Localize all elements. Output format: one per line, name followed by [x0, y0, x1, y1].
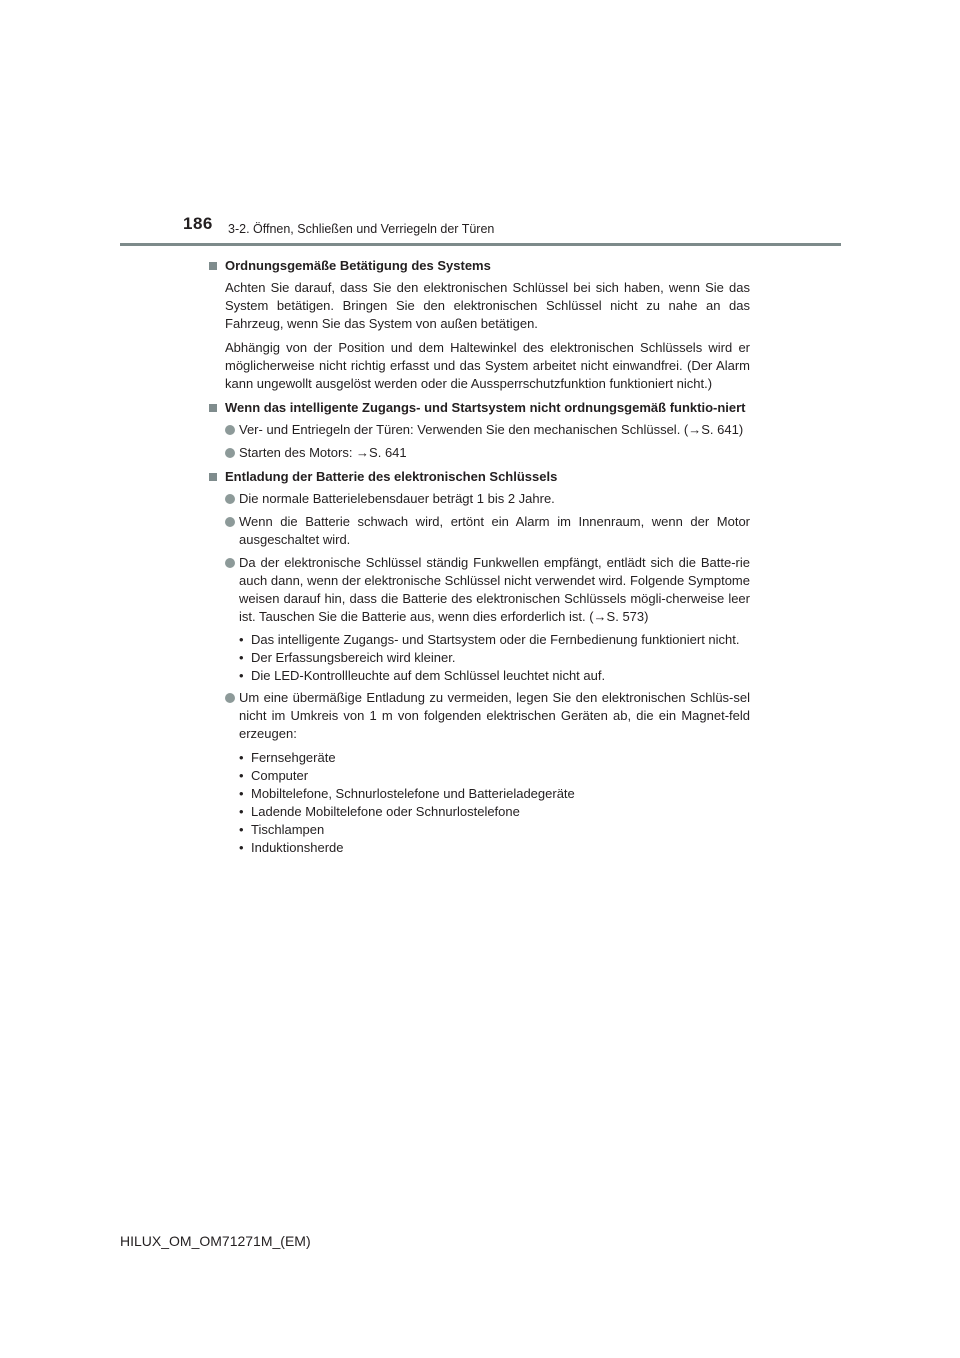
section-heading [208, 257, 750, 275]
circle-bullet-icon [225, 448, 235, 458]
list-item-text: Mobiltelefone, Schnurlostelefone und Batterieladegeräte [251, 786, 575, 801]
content [208, 257, 750, 863]
list-item-text: Der Erfassungsbereich wird kleiner. [251, 650, 456, 665]
square-marker-icon [209, 404, 217, 412]
section-operation [208, 257, 750, 393]
circle-bullet-icon [225, 693, 235, 703]
sub-bullet-mark: • [239, 668, 244, 683]
list-item [208, 839, 750, 857]
bullet-item [208, 421, 750, 439]
sub-bullet-mark: • [239, 822, 244, 837]
sub-bullet-mark: • [239, 804, 244, 819]
sub-bullet-mark: • [239, 632, 244, 647]
list-item-text: Induktionsherde [251, 840, 344, 855]
list-item [208, 785, 750, 803]
bullet-text: Starten des Motors: →S. 641 [239, 445, 407, 460]
bullet-item [208, 554, 750, 626]
bullet-text: Da der elektronische Schlüssel ständig Funkwellen empfängt, entlädt sich die Batte-rie auch dann, wenn der elektronische Schlüssel nicht verwendet wird. Folgende Symptome weisen darauf hin, dass die Batterie des elektronischen Schlüssels mögli-cherweise leer ist. Tauschen Sie die Batterie aus, wenn dies erforderlich ist. (→S. 573) [239, 555, 750, 624]
bullet-text: Um eine übermäßige Entladung zu vermeiden, legen Sie den elektronischen Schlüs-sel nicht im Umkreis von 1 m von folgenden elektrischen Geräten ab, die ein Magnet-feld erzeugen: [239, 690, 750, 741]
symptom-list [208, 631, 750, 685]
footer-document-code: HILUX_OM_OM71271M_(EM) [120, 1233, 311, 1249]
list-item-text: Fernsehgeräte [251, 750, 336, 765]
square-marker-icon [209, 473, 217, 481]
square-marker-icon [209, 262, 217, 270]
page-number: 186 [183, 214, 213, 233]
sub-bullet-mark: • [239, 786, 244, 801]
list-item [208, 631, 750, 649]
chapter-title: 3-2. Öffnen, Schließen und Verriegeln der Türen [228, 222, 495, 236]
bullet-text: Ver- und Entriegeln der Türen: Verwenden Sie den mechanischen Schlüssel. (→S. 641) [239, 422, 744, 437]
section-heading [208, 468, 750, 486]
bullet-item [208, 490, 750, 508]
device-list [208, 749, 750, 857]
section-heading-text: Ordnungsgemäße Betätigung des Systems [225, 258, 491, 273]
list-item-text: Computer [251, 768, 309, 783]
circle-bullet-icon [225, 425, 235, 435]
list-item-text: Das intelligente Zugangs- und Startsystem oder die Fernbedienung funktioniert nicht. [251, 632, 740, 647]
section-heading-text: Wenn das intelligente Zugangs- und Startsystem nicht ordnungsgemäß funktio-niert [225, 400, 746, 415]
circle-bullet-icon [225, 517, 235, 527]
paragraph: Abhängig von der Position und dem Haltewinkel des elektronischen Schlüssels wird er möglicherweise nicht richtig erfasst und das System arbeitet nicht einwandfrei. (Der Alarm kann ungewollt ausgelöst werden oder die Aussperrschutzfunktion funktioniert nicht.) [225, 340, 750, 391]
list-item [208, 767, 750, 785]
header-rule [120, 243, 841, 246]
section-heading-text: Entladung der Batterie des elektronischen Schlüssels [225, 469, 558, 484]
bullet-text: Die normale Batterielebensdauer beträgt 1 bis 2 Jahre. [239, 491, 555, 506]
sub-bullet-mark: • [239, 840, 244, 855]
circle-bullet-icon [225, 494, 235, 504]
list-item [208, 803, 750, 821]
list-item-text: Die LED-Kontrollleuchte auf dem Schlüssel leuchtet nicht auf. [251, 668, 606, 683]
sub-bullet-mark: • [239, 750, 244, 765]
list-item [208, 821, 750, 839]
list-item [208, 749, 750, 767]
list-item [208, 649, 750, 667]
bullet-item [208, 513, 750, 549]
section-battery [208, 468, 750, 857]
bullet-item [208, 444, 750, 462]
bullet-item [208, 689, 750, 743]
section-malfunction [208, 399, 750, 462]
list-item-text: Tischlampen [251, 822, 325, 837]
list-item-text: Ladende Mobiltelefone oder Schnurlostelefone [251, 804, 520, 819]
paragraph: Achten Sie darauf, dass Sie den elektronischen Schlüssel bei sich haben, wenn Sie das System betätigen. Bringen Sie den elektronischen Schlüssel nicht zu nahe an das Fahrzeug, wenn Sie das System von außen betätigen. [225, 280, 750, 331]
bullet-text: Wenn die Batterie schwach wird, ertönt ein Alarm im Innenraum, wenn der Motor ausgeschaltet wird. [239, 514, 750, 547]
circle-bullet-icon [225, 558, 235, 568]
section-heading [208, 399, 750, 417]
sub-bullet-mark: • [239, 650, 244, 665]
list-item [208, 667, 750, 685]
sub-bullet-mark: • [239, 768, 244, 783]
